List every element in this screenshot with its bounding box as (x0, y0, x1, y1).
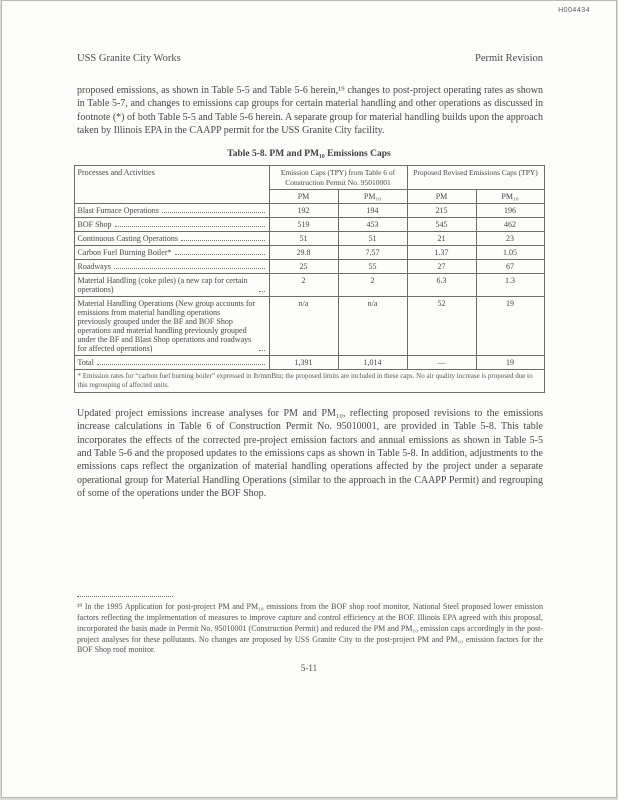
cell-proposed-pm: 215 (407, 203, 476, 217)
dotted-leader (162, 212, 265, 213)
cell-permit-pm: 1,391 (269, 355, 338, 369)
cell-proposed-pm10: 196 (476, 203, 544, 217)
cell-proposed-pm: 27 (407, 259, 476, 273)
row-label: Roadways (77, 261, 111, 271)
cell-permit-pm: 25 (269, 259, 338, 273)
cell-proposed-pm: 52 (407, 296, 476, 355)
table-row (74, 273, 544, 296)
footnote-separator (77, 596, 173, 597)
cell-proposed-pm10: 67 (476, 259, 544, 273)
row-label: BOF Shop (77, 219, 112, 229)
subcol-pm-proposed: PM (407, 189, 476, 203)
col-group-proposed-caps: Proposed Revised Emissions Caps (TPY) (407, 166, 544, 190)
cell-permit-pm10: 1,014 (338, 355, 407, 369)
cell-proposed-pm: — (407, 355, 476, 369)
header-left: USS Granite City Works (77, 53, 181, 64)
row-label-cell (74, 273, 269, 296)
row-label: Material Handling Operations (New group accounts for emissions from material handling operations previously grouped under the BF and BOF Shop operations and material handling previously grouped under the BF and Blast Shop operations and roadways for affected operations) (77, 298, 256, 353)
subcol-pm10-permit: PM₁₀ (338, 189, 407, 203)
table-title: Table 5-8. PM and PM₁₀ Emissions Caps (227, 149, 391, 160)
cell-proposed-pm10: 19 (476, 296, 544, 355)
cell-permit-pm: 519 (269, 217, 338, 231)
cell-proposed-pm: 6.3 (407, 273, 476, 296)
cell-permit-pm10: 7.57 (338, 245, 407, 259)
row-label-cell (74, 217, 269, 231)
table-footnote-row (74, 369, 544, 392)
doc-stamp: H004434 (558, 7, 590, 14)
table-row (74, 259, 544, 273)
header-right: Permit Revision (475, 53, 543, 64)
page-header (77, 53, 543, 64)
table-row (74, 217, 544, 231)
row-label-cell (74, 231, 269, 245)
table-row (74, 203, 544, 217)
page-number: 5-11 (300, 663, 318, 674)
dotted-leader (115, 226, 265, 227)
cell-permit-pm10: 194 (338, 203, 407, 217)
cell-proposed-pm10: 1.05 (476, 245, 544, 259)
cell-proposed-pm: 21 (407, 231, 476, 245)
dotted-leader (97, 364, 265, 365)
dotted-leader (114, 268, 265, 269)
dotted-leader (259, 350, 265, 351)
dotted-leader (259, 291, 265, 292)
row-label: Total (77, 357, 94, 367)
cell-permit-pm: 51 (269, 231, 338, 245)
row-label: Continuous Casting Operations (77, 233, 178, 243)
cell-permit-pm10: 453 (338, 217, 407, 231)
cell-proposed-pm: 545 (407, 217, 476, 231)
cell-permit-pm: 29.8 (269, 245, 338, 259)
table-row (74, 245, 544, 259)
row-label-cell (74, 245, 269, 259)
row-label-cell (74, 203, 269, 217)
row-label: Material Handling (coke piles) (a new cap for certain operations) (77, 275, 248, 294)
cell-permit-pm: 2 (269, 273, 338, 296)
table-footnote: * Emission rates for “carbon fuel burning boiler” expressed in lb/mmBtu; the proposed limits are included in these caps. No air quality increase is proposed due to this regrouping of affected units. (74, 369, 544, 392)
subcol-pm10-proposed: PM₁₀ (476, 189, 544, 203)
bottom-footnote: ¹⁹ In the 1995 Application for post-project PM and PM₁₀ emissions from the BOF shop roof monitor, National Steel proposed lower emission factors reflecting the implementation of measures to improve capture and control efficiency at the BOF. Illinois EPA agreed with this proposal, incorporated the basis made in Permit No. 95010001 (Construction Permit) and reduced the PM and PM₁₀ emission caps accordingly in the post-project analyses for these pollutants. No changes are proposed by USS Granite City to the post-project PM and PM₁₀ emission factors for the BOF Shop roof monitor. (77, 602, 543, 655)
subcol-pm-permit: PM (269, 189, 338, 203)
cell-permit-pm10: 51 (338, 231, 407, 245)
cell-proposed-pm10: 462 (476, 217, 544, 231)
cell-permit-pm: 192 (269, 203, 338, 217)
table-row (74, 296, 544, 355)
cell-permit-pm10: 2 (338, 273, 407, 296)
body-paragraph: Updated project emissions increase analyses for PM and PM₁₀, reflecting proposed revisions to the emissions increase calculations in Table 6 of Construction Permit No. 95010001, are provided in Table 5-8. This table incorporates the effects of the corrected pre-project emission factors and annual emissions as shown in Table 5-5 and Table 5-6 and the proposed updates to the emissions caps as shown in Table 5-8. In addition, adjustments to the emissions caps reflect the organization of material handling operations affected by the project under a separate operational group for Material Handling Operations (similar to the approach in the CAAPP Permit) and regrouping of some of the operations under the BOF Shop. (77, 408, 543, 499)
cell-proposed-pm10: 19 (476, 355, 544, 369)
cell-proposed-pm10: 23 (476, 231, 544, 245)
table-row-total (74, 355, 544, 369)
table-row (74, 231, 544, 245)
row-label-cell (74, 355, 269, 369)
intro-paragraph: proposed emissions, as shown in Table 5-5 and Table 5-6 herein,¹⁹ changes to post-project operating rates as shown in Table 5-7, and changes to emissions cap groups for certain material handling and other operations as discussed in footnote (*) of both Table 5-5 and Table 5-6 herein. A separate group for material handling builds upon the approach taken by Illinois EPA in the CAAPP permit for the USS Granite City facility. (77, 85, 543, 136)
table-group-header-row (74, 166, 544, 190)
cell-proposed-pm: 1.37 (407, 245, 476, 259)
cell-proposed-pm10: 1.3 (476, 273, 544, 296)
row-label: Carbon Fuel Burning Boiler* (77, 247, 172, 257)
dotted-leader (175, 254, 265, 255)
row-label-cell (74, 259, 269, 273)
document-page (1, 0, 617, 798)
emissions-table (74, 165, 545, 393)
cell-permit-pm10: n/a (338, 296, 407, 355)
cell-permit-pm10: 55 (338, 259, 407, 273)
row-label-cell (74, 296, 269, 355)
col-header-processes: Processes and Activities (74, 166, 269, 204)
dotted-leader (181, 240, 265, 241)
col-group-permit-caps: Emission Caps (TPY) from Table 6 of Construction Permit No. 95010001 (269, 166, 407, 190)
row-label: Blast Furnace Operations (77, 205, 159, 215)
cell-permit-pm: n/a (269, 296, 338, 355)
